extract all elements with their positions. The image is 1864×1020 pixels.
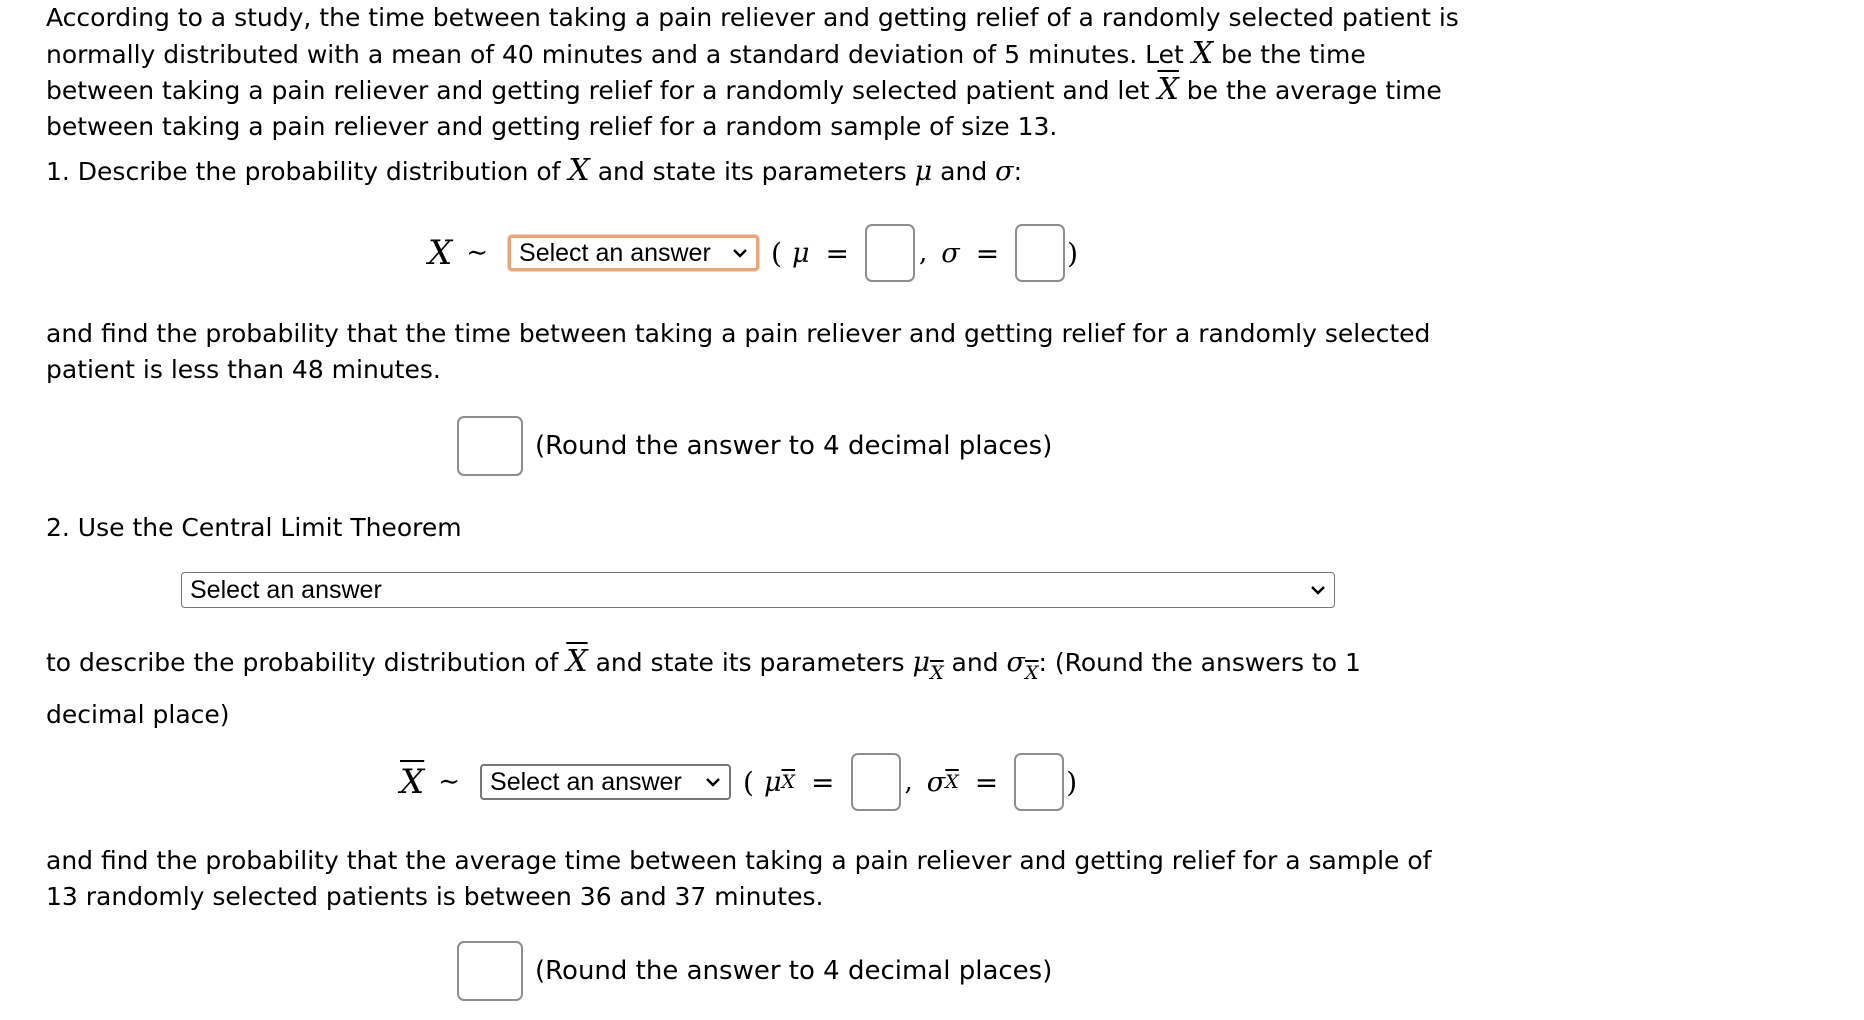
q1-text-b: and state its parameters bbox=[589, 157, 915, 186]
comma: , bbox=[904, 767, 913, 797]
intro-text-a: According to a study, the time between taking a pain reliever and getting relief of a randomly selected patient is normally distributed with a mean of 40 minutes and a standard deviation of 5 minutes. Let bbox=[46, 3, 1459, 69]
q1-row-var: X bbox=[428, 233, 453, 273]
subscript-xbar: $\overline{X}$ bbox=[945, 771, 959, 793]
q1-round-note: (Round the answer to 4 decimal places) bbox=[535, 431, 1053, 461]
q1-prompt bbox=[46, 153, 1466, 190]
q2-probability-input[interactable] bbox=[457, 941, 523, 1001]
comma: , bbox=[918, 238, 928, 268]
q1-row-mu: μ bbox=[791, 237, 810, 269]
q2-row-mu: μ bbox=[763, 766, 782, 798]
q1-select-label: Select an answer bbox=[519, 238, 711, 267]
q2-heading-text: 2. Use the Central Limit Theorem bbox=[46, 513, 462, 542]
close-paren: ) bbox=[1066, 765, 1078, 799]
q2-clt-select[interactable] bbox=[181, 572, 1335, 608]
q2-probability-row bbox=[457, 940, 1052, 1002]
q2-clt-select-label: Select an answer bbox=[190, 575, 382, 604]
tilde-symbol: ∼ bbox=[466, 238, 489, 268]
intro-paragraph bbox=[46, 0, 1466, 144]
q2-and: and bbox=[943, 648, 1007, 677]
q2-row-xbar: $\overline{X}$ bbox=[400, 762, 425, 802]
q2-mu-input[interactable] bbox=[851, 753, 901, 811]
q1-sigma-input[interactable] bbox=[1015, 224, 1065, 282]
equals-sign: = bbox=[825, 236, 849, 270]
q1-text-a: 1. Describe the probability distribution of bbox=[46, 157, 569, 186]
q2-text-c: : (Round the answers to 1 decimal place) bbox=[46, 648, 1361, 729]
q1-colon: : bbox=[1013, 157, 1023, 186]
q2-text-a: to describe the probability distribution of bbox=[46, 648, 567, 677]
q2-clt-row bbox=[181, 572, 1335, 608]
subscript-xbar: $\overline{X}$ bbox=[781, 771, 796, 793]
equals-sign: = bbox=[811, 765, 835, 799]
subscript-xbar: X bbox=[1024, 662, 1039, 684]
close-paren: ) bbox=[1067, 236, 1079, 270]
q1-probability-input[interactable] bbox=[457, 416, 523, 476]
q1-probability-prompt bbox=[46, 316, 1466, 387]
sigma-xbar-symbol: σ bbox=[1006, 647, 1025, 678]
mu-xbar-symbol: μ bbox=[912, 647, 931, 678]
sigma-symbol: σ bbox=[995, 156, 1014, 187]
var-xbar: $\overline{X}$ bbox=[1157, 72, 1179, 107]
q2-row-sigma: σ bbox=[926, 766, 946, 798]
q1-and: and bbox=[932, 157, 996, 186]
q2-prob-text: and find the probability that the average time between taking a pain reliever and getting relief for a sample of 13 randomly selected patients is between 36 and 37 minutes. bbox=[46, 846, 1432, 911]
equals-sign: = bbox=[975, 236, 1000, 270]
var-x: X bbox=[1191, 35, 1214, 71]
q2-round-note: (Round the answer to 4 decimal places) bbox=[535, 956, 1053, 986]
q2-probability-prompt bbox=[46, 843, 1466, 914]
chevron-down-icon bbox=[732, 245, 748, 261]
q1-prob-text: and find the probability that the time between taking a pain reliever and getting relief for a randomly selected patient is less than 48 minutes. bbox=[46, 319, 1431, 384]
intro-text-b: be the time between taking a pain reliever and getting relief for a randomly selected patient and let bbox=[46, 39, 1366, 105]
q1-mu-input[interactable] bbox=[865, 224, 915, 282]
q2-var-xbar: $\overline{X}$ bbox=[566, 644, 588, 679]
q2-heading bbox=[46, 510, 1466, 546]
q1-var-x: X bbox=[568, 153, 590, 188]
q2-distribution-row bbox=[400, 752, 1077, 812]
mu-symbol: μ bbox=[914, 156, 933, 187]
q2-sigma-input[interactable] bbox=[1014, 753, 1064, 811]
intro-text-c: be the average time between taking a pain reliever and getting relief for a random sample of size 13. bbox=[46, 76, 1442, 141]
subscript-xbar: X bbox=[930, 662, 944, 684]
tilde-symbol: ∼ bbox=[438, 767, 461, 797]
q2-select-label: Select an answer bbox=[490, 767, 682, 796]
q2-text-b: and state its parameters bbox=[587, 648, 913, 677]
q1-row-sigma: σ bbox=[941, 237, 960, 269]
chevron-down-icon bbox=[1310, 582, 1326, 598]
open-paren: ( bbox=[743, 765, 754, 799]
q2-distribution-select[interactable] bbox=[480, 764, 731, 800]
q2-prompt bbox=[46, 641, 1466, 736]
q1-distribution-row bbox=[428, 225, 1078, 281]
chevron-down-icon bbox=[705, 774, 721, 790]
q1-probability-row bbox=[457, 415, 1052, 477]
q1-distribution-select[interactable] bbox=[508, 235, 759, 271]
open-paren: ( bbox=[771, 236, 782, 270]
equals-sign: = bbox=[974, 765, 999, 799]
